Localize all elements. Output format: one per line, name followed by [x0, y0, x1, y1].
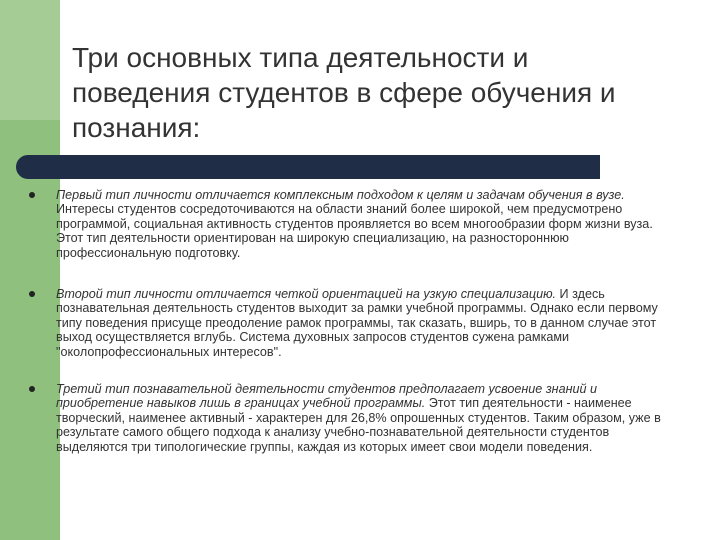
slide-title: Три основных типа деятельности и поведения студентов в сфере обучения и познания:: [72, 42, 616, 143]
bullet-text: Интересы студентов сосредоточиваются на области знаний более широкой, чем предусмотрено программой, социальная активность студентов проявляется во всем многообразии форм жизни вуза. Этот тип деятельности ориентирован на широкую специализацию, на разностороннюю профессиональную подготовку.: [56, 202, 653, 260]
bullet-text: И здесь познавательная деятельность студентов выходит за рамки учебной программы. Однако если первому типу поведения присуще преодоление рамок программы, так сказать, вширь, то в данном случае этот выход осуществляется вглубь. Система духовных запросов студентов сужена рамками "околопрофессиональных интересов".: [56, 287, 658, 359]
title-divider-bar: [16, 155, 600, 179]
bullet-dot-icon: [29, 386, 35, 392]
bullet-item-1: [56, 188, 666, 260]
bullet-italic-text: Третий тип познавательной деятельности студентов предполагает усвоение знаний и приобретение навыков лишь в границах учебной программы.: [56, 382, 598, 411]
bullet-item-3: [56, 382, 666, 454]
bullet-dot-icon: [29, 192, 35, 198]
bullet-italic-text: Второй тип личности отличается четкой ориентацией на узкую специализацию.: [56, 287, 557, 301]
bullet-item-2: [56, 287, 666, 359]
bullet-dot-icon: [29, 291, 35, 297]
bullet-italic-text: Первый тип личности отличается комплексным подходом к целям и задачам обучения в вузе.: [56, 188, 625, 202]
bullet-text: Этот тип деятельности - наименее творческий, наименее активный - характерен для 26,8% опрошенных студентов. Таким образом, уже в результате самого общего подхода к анализу учебно-познавательной деятельности студентов выделяются три типологические группы, каждая из которых имеет свои модели поведения.: [56, 396, 661, 454]
